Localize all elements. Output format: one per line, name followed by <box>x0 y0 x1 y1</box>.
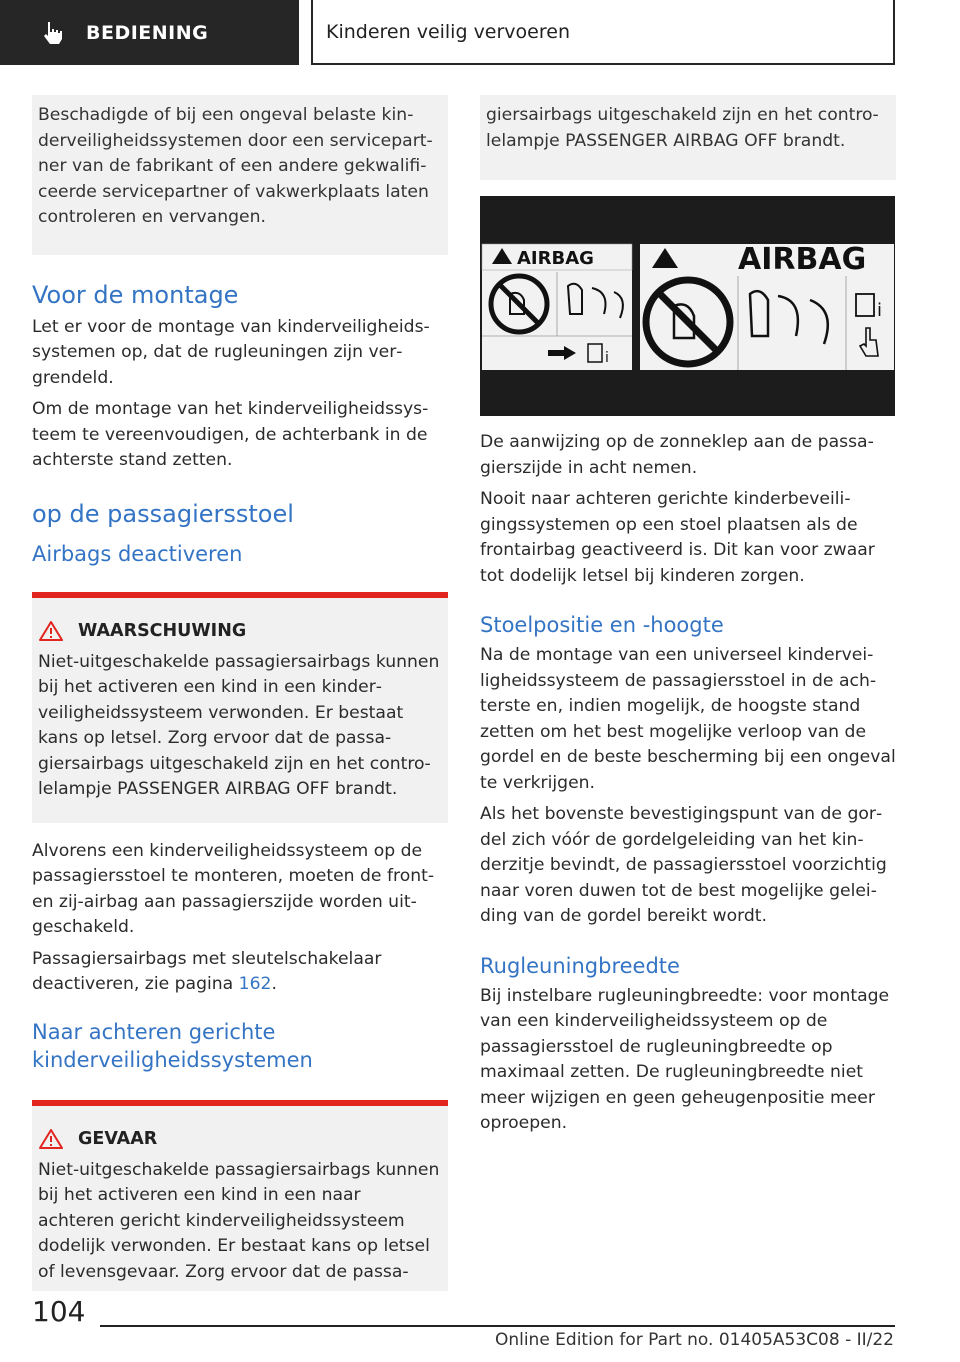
left-column <box>32 95 448 1291</box>
danger-box <box>32 1100 448 1292</box>
heading-stoelpositie: Stoelpositie en -hoogte <box>480 613 724 637</box>
paragraph: Na de montage van een universeel kinderveiligheidssysteem de passagiersstoel in de achterste en, indien mogelijk, de hoogste stand zetten om het best mogelijke verloop van de gordel en de beste bescherming bij een ongeval te verkrijgen. <box>480 645 896 793</box>
page-number: 104 <box>32 1295 86 1328</box>
airbag-warning-label-image <box>480 196 895 416</box>
section-header <box>0 0 299 65</box>
danger-title: GEVAAR <box>78 1128 158 1149</box>
airbag-label-graphic <box>480 196 895 416</box>
heading-voor-de-montage: Voor de montage <box>32 280 239 309</box>
airbag-label-small-text: AIRBAG <box>517 248 594 269</box>
section-title: BEDIENING <box>86 21 209 44</box>
warning-title: WAARSCHUWING <box>78 620 247 641</box>
danger-body: Niet-uitgeschakelde passagiersairbags kunnen bij het activeren een kind in een naar achteren gericht kinderveiligheidssysteem dodelijk verwonden. Er bestaat kans op letsel of levensgevaar. Zorg ervoor dat de passa- <box>38 1159 440 1282</box>
heading-rugleuningbreedte: Rugleuningbreedte <box>480 953 680 978</box>
right-column <box>480 95 896 1143</box>
paragraph: Passagiersairbags met sleutelschakelaar deactiveren, zie pagina 162. <box>32 948 382 994</box>
info-note: Beschadigde of bij een ongeval belaste kinderveiligheidssystemen door een servicepartner van de fabrikant of een andere gekwalificeerde servicepartner of vakwerkplaats laten controleren en vervangen. <box>32 95 448 255</box>
page-link-162[interactable]: 162 <box>238 974 272 994</box>
warning-body: Niet-uitgeschakelde passagiersairbags kunnen bij het activeren een kind in een kinderveiligheidssysteem verwonden. Er bestaat kans op letsel. Zorg ervoor dat de passagiersairbags uitgeschakeld zijn en het controlelampje PASSENGER AIRBAG OFF brandt. <box>38 651 440 799</box>
paragraph: De aanwijzing op de zonneklep aan de passagierszijde in acht nemen. <box>480 432 874 478</box>
danger-header <box>38 1128 440 1150</box>
airbag-label-large-text: AIRBAG <box>738 242 867 277</box>
paragraph: Let er voor de montage van kinderveiligheidssystemen op, dat de rugleuningen zijn vergrendeld. <box>32 316 430 388</box>
paragraph: Nooit naar achteren gerichte kinderbeveiligingssystemen op een stoel plaatsen als de frontairbag geactiveerd is. Dit kan voor zwaar tot dodelijk letsel bij kinderen zorgen. <box>480 489 875 586</box>
warning-triangle-icon <box>38 620 64 642</box>
heading-passagiersstoel: op de passagiersstoel <box>32 499 294 528</box>
footer-divider <box>100 1325 895 1327</box>
chapter-title: Kinderen veilig vervoeren <box>326 20 570 43</box>
danger-continuation: giersairbags uitgeschakeld zijn en het controlelampje PASSENGER AIRBAG OFF brandt. <box>480 95 896 180</box>
info-i-icon: i <box>605 350 609 366</box>
heading-airbags-deactiveren: Airbags deactiveren <box>32 541 243 566</box>
warning-box <box>32 592 448 823</box>
paragraph: Bij instelbare rugleuningbreedte: voor montage van een kinderveiligheidssysteem op de passagiersstoel de rugleuningbreedte op maximaal zetten. De rugleuningbreedte niet meer wijzigen en geen geheugenpositie meer oproepen. <box>480 985 890 1133</box>
paragraph: Alvorens een kinderveiligheidssysteem op de passagiersstoel te monteren, moeten de front- en zij-airbag aan passagierszijde worden uitgeschakeld. <box>32 840 435 937</box>
warning-triangle-icon <box>38 1128 64 1150</box>
edition-text: Online Edition for Part no. 01405A53C08 - II/22 <box>494 1330 894 1350</box>
warning-header <box>38 620 440 642</box>
paragraph: Om de montage van het kinderveiligheidssysteem te vereenvoudigen, de achterbank in de achterste stand zetten. <box>32 399 429 470</box>
hand-pointer-icon <box>40 20 66 46</box>
paragraph: Als het bovenste bevestigingspunt van de gordel zich vóór de gordelgeleiding van het kinderzitje bevindt, de passagiersstoel voorzichtig naar voren duwen tot de best mogelijke geleiding van de gordel bereikt wordt. <box>480 804 887 926</box>
heading-naar-achteren: Naar achteren gerichte kinderveiligheidssystemen <box>32 1019 313 1072</box>
chapter-header <box>311 0 895 65</box>
info-i-icon: i <box>877 300 883 321</box>
